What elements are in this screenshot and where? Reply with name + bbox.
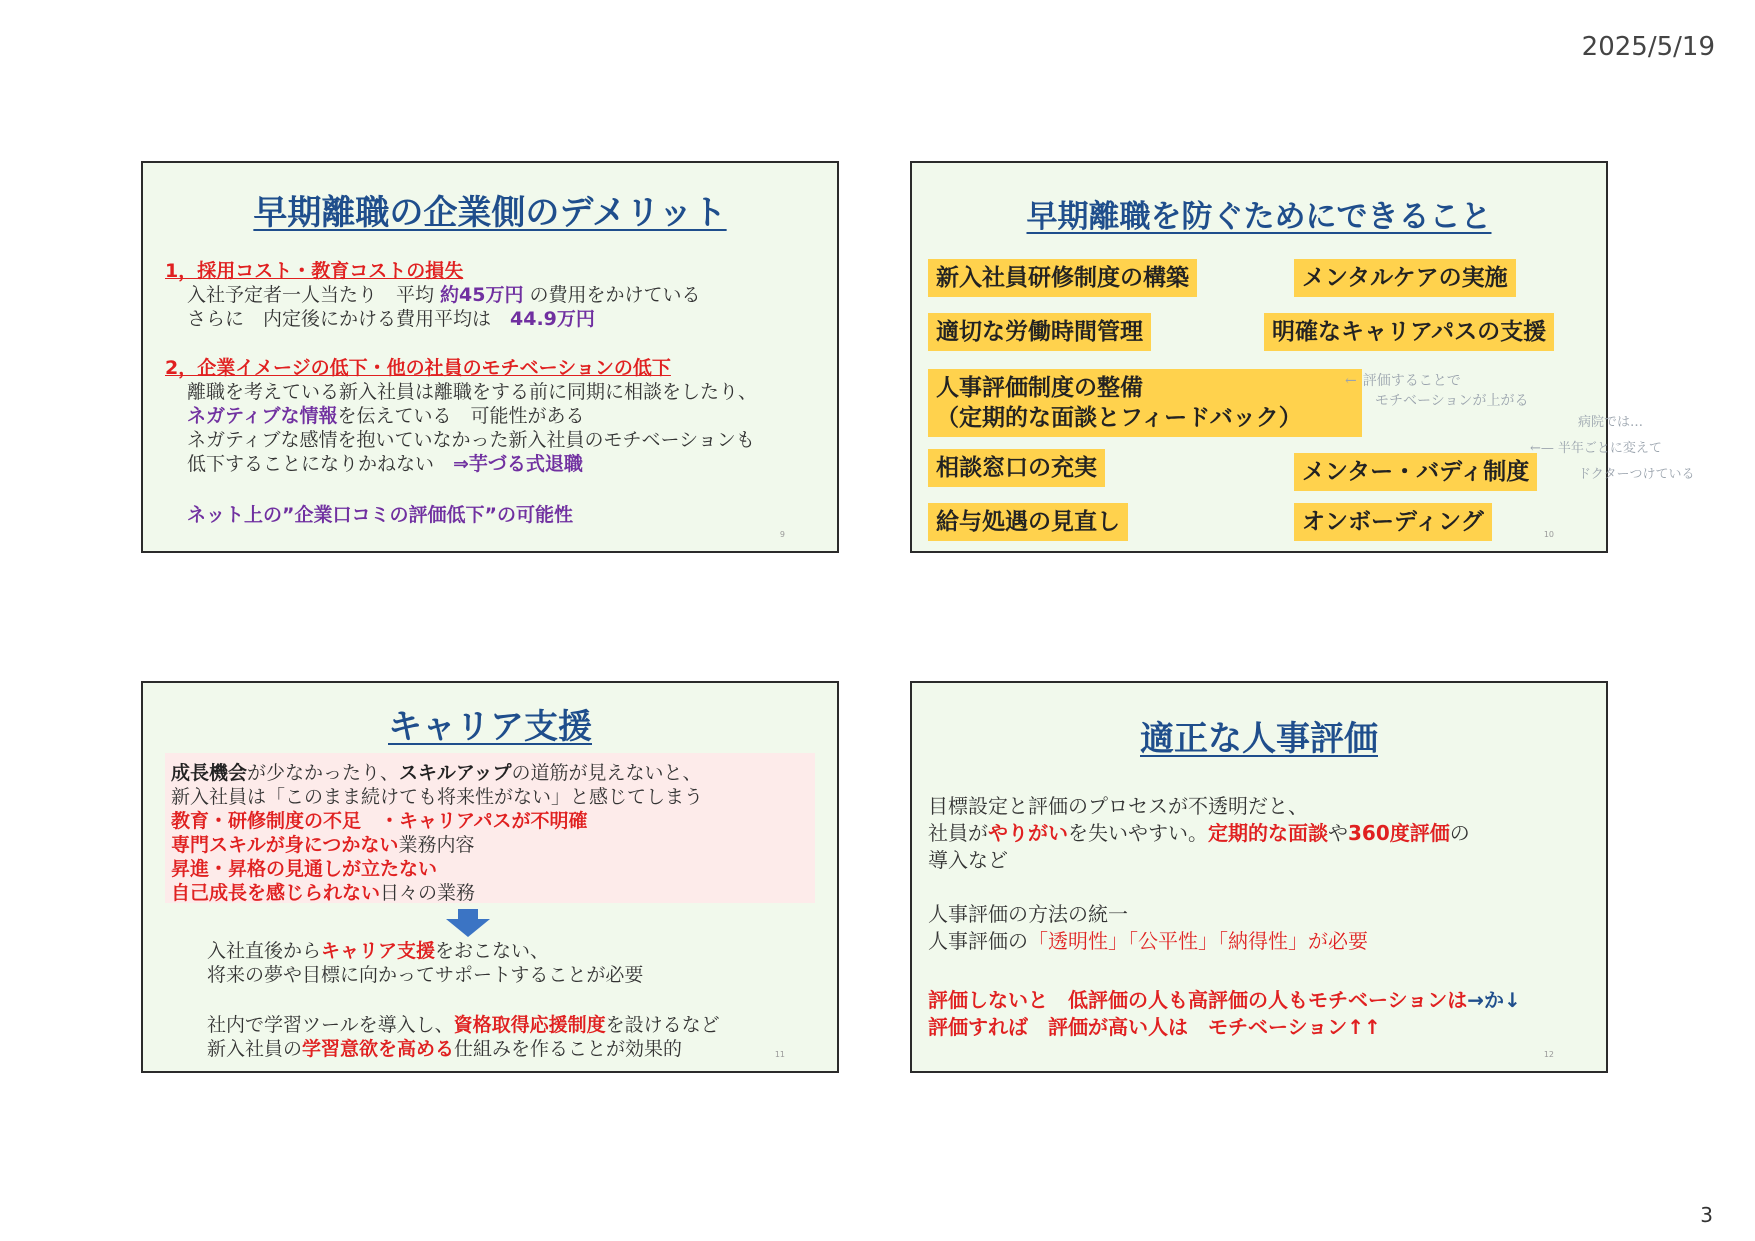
handwritten-note-hospital: 病院では… ←— 半年ごとに変えて ドクターつけている bbox=[1530, 415, 1695, 482]
eval-line1: 目標設定と評価のプロセスが不透明だと、 bbox=[928, 794, 1308, 818]
tag-consultation-desk: 相談窓口の充実 bbox=[928, 449, 1105, 487]
tag-mentor-buddy: メンター・バディ制度 bbox=[1294, 453, 1537, 491]
tag-new-employee-training: 新入社員研修制度の構築 bbox=[928, 259, 1197, 297]
career-line5: 昇進・昇格の見通しが立たない bbox=[171, 858, 438, 880]
career-line8: 将来の夢や目標に向かってサポートすることが必要 bbox=[207, 964, 644, 986]
slide-number: 11 bbox=[774, 1050, 785, 1059]
slide-number: 10 bbox=[1543, 530, 1554, 539]
tag-hr-evaluation-line1: 人事評価制度の整備 bbox=[936, 375, 1143, 401]
eval-line2: 社員がやりがいを失いやすい。定期的な面談や360度評価の bbox=[928, 821, 1470, 845]
slide-title: 適正な人事評価 bbox=[1140, 719, 1378, 759]
slide-number: 9 bbox=[779, 530, 785, 539]
eval-line4: 人事評価の方法の統一 bbox=[928, 902, 1128, 926]
handwritten-note-evaluation: ← 評価することで モチベーションが上がる bbox=[1345, 373, 1529, 409]
tag-hr-evaluation bbox=[928, 369, 1362, 437]
career-line7: 入社直後からキャリア支援をおこない、 bbox=[207, 940, 550, 962]
item3: ネット上の”企業口コミの評価低下”の可能性 bbox=[187, 504, 573, 526]
eval-line5: 人事評価の「透明性」「公平性」「納得性」が必要 bbox=[928, 929, 1368, 953]
career-line3: 教育・研修制度の不足 ・キャリアパスが不明確 bbox=[171, 810, 588, 832]
career-line10: 新入社員の学習意欲を高める仕組みを作ることが効果的 bbox=[207, 1038, 683, 1060]
slide-fair-hr-evaluation bbox=[910, 681, 1608, 1073]
item2-line1: 離職を考えている新入社員は離職をする前に同期に相談をしたり、 bbox=[187, 381, 758, 403]
item1-heading: 1，採用コスト・教育コストの損失 bbox=[165, 260, 464, 282]
down-arrow-icon bbox=[446, 909, 490, 937]
career-line1: 成長機会が少なかったり、スキルアップの道筋が見えないと、 bbox=[171, 762, 702, 784]
career-line2: 新入社員は「このまま続けても将来性がない」と感じてしまう bbox=[171, 786, 704, 808]
item2-line4: 低下することになりかねない ⇒芋づる式退職 bbox=[187, 453, 583, 475]
career-line9: 社内で学習ツールを導入し、資格取得応援制度を設けるなど bbox=[207, 1014, 720, 1036]
page-number: 3 bbox=[1700, 1203, 1713, 1227]
career-line6: 自己成長を感じられない日々の業務 bbox=[171, 882, 476, 904]
item2-line3: ネガティブな感情を抱いていなかった新入社員のモチベーションも bbox=[187, 429, 755, 451]
slide-prevention-measures bbox=[910, 161, 1608, 553]
tag-working-hours: 適切な労働時間管理 bbox=[928, 313, 1151, 351]
item2-heading: 2，企業イメージの低下・他の社員のモチベーションの低下 bbox=[165, 357, 671, 379]
item1-line2: さらに 内定後にかける費用平均は 44.9万円 bbox=[187, 308, 595, 330]
slide-number: 12 bbox=[1543, 1050, 1554, 1059]
tag-mental-care: メンタルケアの実施 bbox=[1294, 259, 1516, 297]
slide-title: 早期離職を防ぐためにできること bbox=[1026, 199, 1492, 235]
tag-hr-evaluation-line2: （定期的な面談とフィードバック） bbox=[936, 405, 1302, 431]
career-line4: 専門スキルが身につかない業務内容 bbox=[171, 834, 475, 856]
eval-line6: 評価しないと 低評価の人も高評価の人もモチベーションは→か↓ bbox=[928, 988, 1521, 1012]
slide-title: 早期離職の企業側のデメリット bbox=[253, 193, 727, 233]
tag-onboarding: オンボーディング bbox=[1294, 503, 1492, 541]
tag-salary-review: 給与処遇の見直し bbox=[928, 503, 1128, 541]
item1-line1: 入社予定者一人当たり 平均 約45万円 の費用をかけている bbox=[187, 284, 701, 306]
slide-title: キャリア支援 bbox=[388, 707, 592, 747]
eval-line7: 評価すれば 評価が高い人は モチベーション↑↑ bbox=[928, 1015, 1381, 1039]
tag-career-path: 明確なキャリアパスの支援 bbox=[1264, 313, 1554, 351]
slide-early-resignation-demerits bbox=[141, 161, 839, 553]
slide-career-support bbox=[141, 681, 839, 1073]
document-date: 2025/5/19 bbox=[1581, 32, 1715, 62]
eval-line3: 導入など bbox=[928, 848, 1008, 872]
item2-line2: ネガティブな情報を伝えている 可能性がある bbox=[187, 405, 585, 427]
